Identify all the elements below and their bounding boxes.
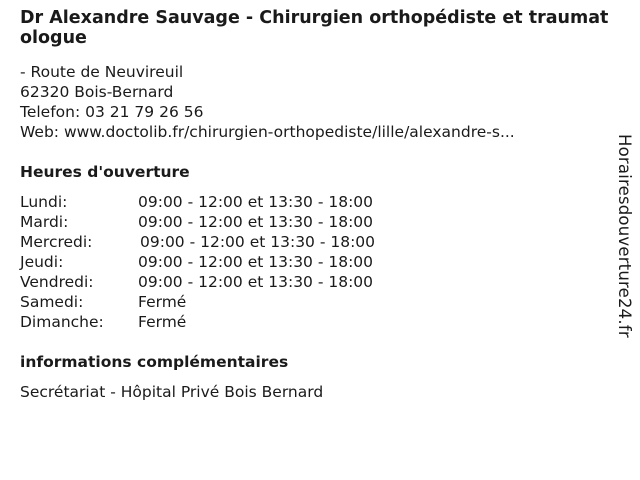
day-hours: 09:00 - 12:00 et 13:30 - 18:00	[138, 253, 374, 271]
day-hours: 09:00 - 12:00 et 13:30 - 18:00	[138, 193, 374, 211]
phone-number[interactable]: Telefon: 03 21 79 26 56	[20, 103, 204, 121]
day-label: Mercredi:	[20, 233, 93, 251]
hours-row-friday	[20, 272, 610, 292]
address-block	[20, 62, 610, 142]
address-street: - Route de Neuvireuil	[20, 63, 184, 81]
day-label: Vendredi:	[20, 273, 94, 291]
hours-row-tuesday	[20, 212, 610, 232]
site-watermark: Horairesdouverture24.fr	[615, 134, 634, 338]
hours-row-saturday	[20, 292, 610, 312]
listing-card	[20, 8, 610, 402]
day-hours: 09:00 - 12:00 et 13:30 - 18:00	[140, 233, 376, 251]
website-link[interactable]: Web: www.doctolib.fr/chirurgien-orthopediste/lille/alexandre-s...	[20, 123, 515, 141]
hours-row-thursday	[20, 252, 610, 272]
hours-row-wednesday	[20, 232, 610, 252]
opening-hours-table	[20, 192, 610, 332]
day-label: Dimanche:	[20, 313, 104, 331]
hours-row-sunday	[20, 312, 610, 332]
day-hours: 09:00 - 12:00 et 13:30 - 18:00	[138, 213, 374, 231]
day-label: Mardi:	[20, 213, 69, 231]
info-heading: informations complémentaires	[20, 353, 289, 371]
day-hours: Fermé	[138, 313, 187, 331]
page-title: Dr Alexandre Sauvage - Chirurgien orthopédiste et traumatologue	[20, 8, 609, 48]
hours-row-monday	[20, 192, 610, 212]
day-label: Samedi:	[20, 293, 84, 311]
day-label: Jeudi:	[20, 253, 64, 271]
day-hours: Fermé	[138, 293, 187, 311]
day-hours: 09:00 - 12:00 et 13:30 - 18:00	[138, 273, 374, 291]
day-label: Lundi:	[20, 193, 68, 211]
hours-heading: Heures d'ouverture	[20, 163, 190, 181]
address-city: 62320 Bois-Bernard	[20, 83, 174, 101]
info-text: Secrétariat - Hôpital Privé Bois Bernard	[20, 383, 324, 401]
